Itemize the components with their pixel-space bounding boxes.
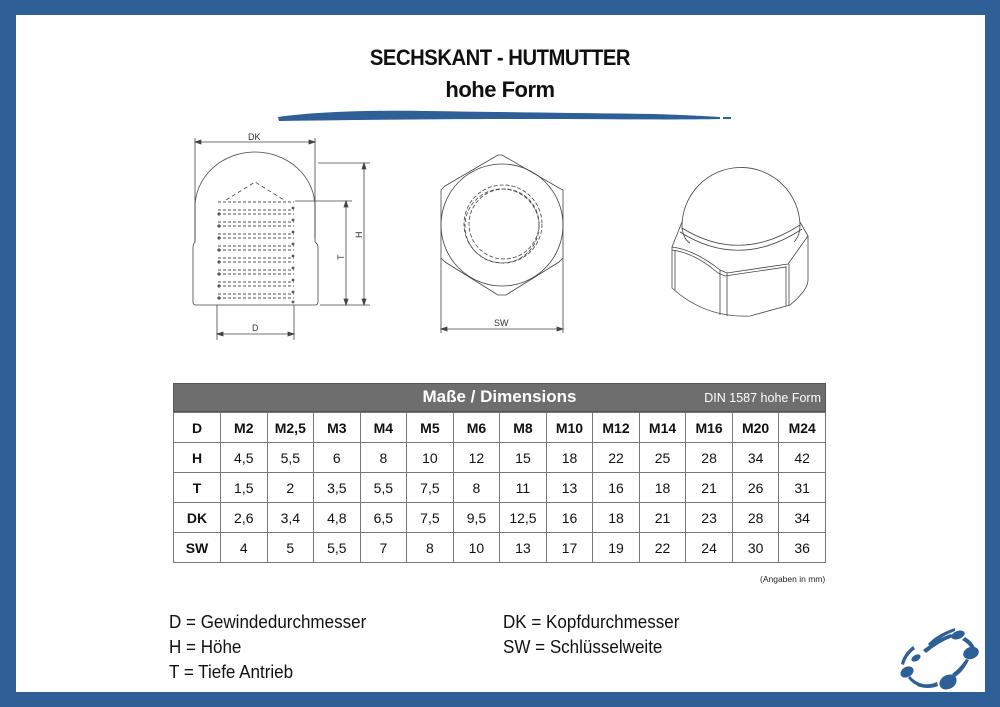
cell: 7,5 [407, 473, 454, 503]
dim-label-d: D [252, 323, 259, 333]
cell: M10 [546, 413, 593, 443]
top-view-drawing [420, 140, 600, 340]
cell: M20 [732, 413, 779, 443]
table-row-dk [174, 503, 826, 533]
cell: 9,5 [453, 503, 500, 533]
cell: 21 [639, 503, 686, 533]
cell: 24 [686, 533, 733, 563]
frame-border-right [985, 0, 1000, 707]
cell: 31 [779, 473, 826, 503]
table-row-d [174, 413, 826, 443]
cell: M3 [314, 413, 361, 443]
legend-sw: SW = Schlüsselweite [503, 636, 663, 657]
table-row-h [174, 443, 826, 473]
legend-dk: DK = Kopfdurchmesser [503, 611, 680, 632]
dim-label-h: H [354, 231, 364, 238]
cell: 17 [546, 533, 593, 563]
cell: 26 [732, 473, 779, 503]
cell: 28 [686, 443, 733, 473]
cell: 30 [732, 533, 779, 563]
cell: 2 [267, 473, 314, 503]
frame-border-top [0, 0, 1000, 15]
cell: M14 [639, 413, 686, 443]
legend-t: T = Tiefe Antrieb [169, 661, 294, 682]
cell: 28 [732, 503, 779, 533]
cell: 5,5 [360, 473, 407, 503]
cell: 13 [500, 533, 547, 563]
cell: M4 [360, 413, 407, 443]
cell: 5,5 [314, 533, 361, 563]
dim-label-sw: SW [494, 318, 509, 328]
cell: M12 [593, 413, 640, 443]
cell: 42 [779, 443, 826, 473]
legend-h: H = Höhe [169, 636, 242, 657]
cell: 10 [453, 533, 500, 563]
side-view-drawing [180, 130, 380, 345]
table-title: Maße / Dimensions [422, 387, 577, 406]
cell: 22 [593, 443, 640, 473]
cell: M8 [500, 413, 547, 443]
page-title: SECHSKANT - HUTMUTTER [369, 45, 631, 70]
dim-label-t: T [336, 254, 346, 260]
cell: 12,5 [500, 503, 547, 533]
row-label-sw: SW [174, 533, 221, 563]
cell: 4,5 [221, 443, 268, 473]
dimensions-table [173, 383, 826, 563]
cell: 2,6 [221, 503, 268, 533]
row-label-h: H [174, 443, 221, 473]
cell: 13 [546, 473, 593, 503]
table-row-t [174, 473, 826, 503]
cell: 1,5 [221, 473, 268, 503]
cell: 15 [500, 443, 547, 473]
cell: M5 [407, 413, 454, 443]
cell: 18 [546, 443, 593, 473]
cell: 5,5 [267, 443, 314, 473]
cell: 25 [639, 443, 686, 473]
cell: 11 [500, 473, 547, 503]
cell: 3,4 [267, 503, 314, 533]
cell: 7 [360, 533, 407, 563]
units-note: (Angaben in mm) [760, 574, 826, 584]
cell: 6 [314, 443, 361, 473]
cell: 6,5 [360, 503, 407, 533]
cell: M2,5 [267, 413, 314, 443]
cell: M6 [453, 413, 500, 443]
row-label-t: T [174, 473, 221, 503]
cell: 4,8 [314, 503, 361, 533]
frame-border-bottom [0, 692, 1000, 707]
dimensions-grid [173, 412, 826, 563]
cell: 23 [686, 503, 733, 533]
frame-border-left [0, 0, 16, 707]
cell: 16 [546, 503, 593, 533]
cell: 12 [453, 443, 500, 473]
cell: 4 [221, 533, 268, 563]
cell: 34 [779, 503, 826, 533]
row-label-dk: DK [174, 503, 221, 533]
cell: M16 [686, 413, 733, 443]
perspective-view-drawing [650, 140, 830, 320]
cell: 16 [593, 473, 640, 503]
cell: 18 [639, 473, 686, 503]
dim-label-dk: DK [248, 132, 261, 142]
cell: 8 [453, 473, 500, 503]
cell: 7,5 [407, 503, 454, 533]
cell: 21 [686, 473, 733, 503]
ring-of-dots-logo-icon [893, 620, 983, 695]
cell: 22 [639, 533, 686, 563]
page-subtitle: hohe Form [445, 77, 555, 102]
table-row-sw [174, 533, 826, 563]
cell: 3,5 [314, 473, 361, 503]
cell: 34 [732, 443, 779, 473]
table-standard-label: DIN 1587 hohe Form [704, 391, 821, 405]
cell: 36 [779, 533, 826, 563]
cell: 5 [267, 533, 314, 563]
cell: M24 [779, 413, 826, 443]
row-label-d: D [174, 413, 221, 443]
cell: 18 [593, 503, 640, 533]
cell: M2 [221, 413, 268, 443]
cell: 10 [407, 443, 454, 473]
brush-stroke-divider [275, 106, 735, 124]
table-title-bar [173, 383, 826, 412]
legend-d: D = Gewindedurchmesser [169, 611, 367, 632]
cell: 19 [593, 533, 640, 563]
cell: 8 [407, 533, 454, 563]
cell: 8 [360, 443, 407, 473]
